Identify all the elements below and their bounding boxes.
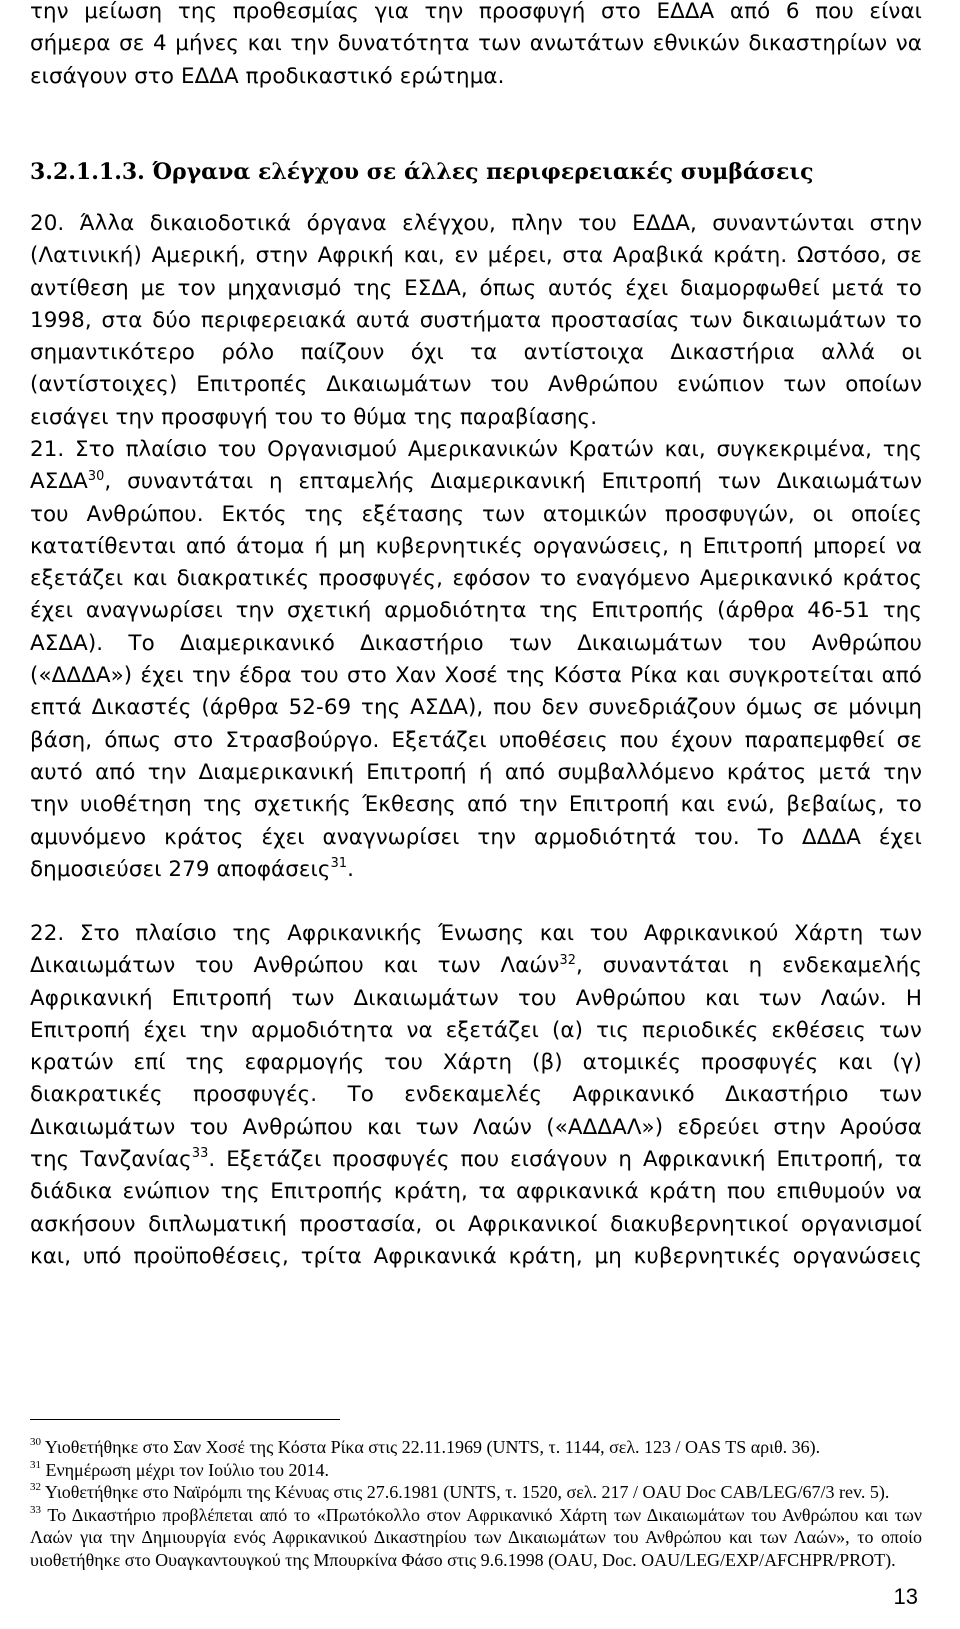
- text-line: επτά Δικαστές (άρθρα 52-69 της ΑΣΔΑ), που δεν συνεδριάζουν όμως σε μόνιμη: [30, 695, 922, 721]
- text-line: [30, 466, 922, 498]
- footnote-30: [30, 1436, 922, 1459]
- text-line: Δικαιωμάτων του Ανθρώπου και των Λαών («ΑΔΔΑΛ») εδρεύει στην Αρούσα: [30, 1114, 922, 1140]
- footnote-number: 33: [30, 1503, 41, 1516]
- text-fragment: .: [347, 856, 354, 882]
- text-line: ΑΣΔΑ). Το Διαμερικανικό Δικαστήριο των Δικαιωμάτων του Ανθρώπου: [30, 630, 922, 656]
- text-line: βάση, όπως στο Στρασβούργο. Εξετάζει υποθέσεις που έχουν παραπεμφθεί σε: [30, 727, 922, 753]
- text-line: [30, 1144, 922, 1176]
- text-line: (αντίστοιχες) Επιτροπές Δικαιωμάτων του Ανθρώπου ενώπιον των οποίων: [30, 372, 922, 398]
- text-line: αντίθεση με τον μηχανισμό της ΕΣΔΑ, όπως αυτός έχει διαμορφωθεί μετά το: [30, 275, 922, 301]
- text-line: έχει αναγνωρίσει την σχετική αρμοδιότητα της Επιτροπής (άρθρα 46-51 της: [30, 598, 922, 624]
- intro-paragraph: [30, 0, 922, 93]
- text-line: 21. Στο πλαίσιο του Οργανισμού Αμερικανικών Κρατών και, συγκεκριμένα, της: [30, 437, 922, 462]
- text-line: του Ανθρώπου. Εκτός της εξέτασης των ατομικών προσφυγών, οι οποίες: [30, 501, 922, 527]
- page-number: 13: [893, 1584, 918, 1609]
- text-fragment: Δικαιωμάτων του Ανθρώπου και των Λαών: [30, 953, 560, 979]
- text-line: κρατών επί της εφαρμογής του Χάρτη (β) ατομικές προσφυγές και (γ): [30, 1050, 922, 1076]
- footnote-ref-30[interactable]: 30: [87, 468, 105, 484]
- paragraph-22: [30, 918, 922, 1273]
- paragraph-20: [30, 208, 922, 434]
- footnote-31: [30, 1459, 922, 1482]
- footnote-32: [30, 1481, 922, 1504]
- text-line: [30, 950, 922, 982]
- text-fragment: , συναντάται η επταμελής Διαμερικανική Επιτροπή των Δικαιωμάτων: [104, 469, 922, 495]
- text-line: 1998, στα δύο περιφερειακά αυτά συστήματα προστασίας των δικαιωμάτων το: [30, 307, 922, 333]
- footnote-text: Το Δικαστήριο προβλέπεται από το «Πρωτόκολλο στον Αφρικανικό Χάρτη των Δικαιωμάτων του Ανθρώπου και των Λαών για την Δημιουργία ενός Αφρικανικού Δικαστηρίου των Δικαιωμάτων του Ανθρώπου και των Λαών», το οποίο υιοθετήθηκε στο Ουαγκαντουγκού της Μπουρκίνα Φάσο στις 9.6.1998 (OAU, Doc. OAU/LEG/EXP/AFCHPR/PROT).: [30, 1504, 922, 1570]
- text-fragment: . Εξετάζει προσφυγές που εισάγουν η Αφρικανική Επιτροπή, τα: [208, 1147, 922, 1173]
- text-line: εξετάζει και διακρατικές προσφυγές, εφόσον το εναγόμενο Αμερικανικό κράτος: [30, 566, 922, 592]
- text-line: ασκήσουν διπλωματική προστασία, οι Αφρικανικοί διακυβερνητικοί οργανισμοί: [30, 1211, 922, 1237]
- footnote-divider: [30, 1419, 340, 1420]
- footnote-number: 30: [30, 1436, 41, 1449]
- text-line: Αφρικανική Επιτροπή των Δικαιωμάτων του Ανθρώπου και των Λαών. Η: [30, 985, 922, 1011]
- text-line: κατατίθενται από άτομα ή μη κυβερνητικές οργανώσεις, η Επιτροπή μπορεί να: [30, 533, 922, 559]
- text-line: την μείωση της προθεσμίας για την προσφυγή στο ΕΔΔΑ από 6 που είναι: [30, 0, 922, 24]
- text-fragment: δημοσιεύσει 279 αποφάσεις: [30, 856, 331, 882]
- text-line: [30, 854, 922, 886]
- footnote-33: [30, 1504, 922, 1572]
- text-line: (Λατινική) Αμερική, στην Αφρική και, εν μέρει, στα Αραβικά κράτη. Ωστόσο, σε: [30, 243, 922, 269]
- text-line: εισάγουν στο ΕΔΔΑ προδικαστικό ερώτημα.: [30, 63, 505, 89]
- paragraph-21: [30, 434, 922, 886]
- section-heading: 3.2.1.1.3. Όργανα ελέγχου σε άλλες περιφερειακές συμβάσεις: [30, 159, 814, 185]
- text-line: διάδικα ενώπιον της Επιτροπής κράτη, τα αφρικανικά κράτη που επιθυμούν να: [30, 1179, 922, 1205]
- text-line: εισάγει την προσφυγή του το θύμα της παραβίασης.: [30, 404, 598, 430]
- footnote-ref-32[interactable]: 32: [559, 952, 577, 968]
- text-line: 22. Στο πλαίσιο της Αφρικανικής Ένωσης και του Αφρικανικού Χάρτη των: [30, 921, 922, 946]
- footnote-number: 31: [30, 1458, 41, 1471]
- text-line: σημαντικότερο ρόλο παίζουν όχι τα αντίστοιχα Δικαστήρια αλλά οι: [30, 340, 922, 366]
- text-line: («ΔΔΔΑ») έχει την έδρα του στο Χαν Χοσέ της Κόστα Ρίκα και συγκροτείται από: [30, 663, 922, 689]
- footnotes: [30, 1436, 922, 1571]
- footnote-text: Ενημέρωση μέχρι τον Ιούλιο του 2014.: [45, 1459, 329, 1480]
- footnote-ref-31[interactable]: 31: [330, 856, 348, 872]
- text-line: Επιτροπή έχει την αρμοδιότητα να εξετάζει (α) τις περιοδικές εκθέσεις των: [30, 1017, 922, 1043]
- footnote-number: 32: [30, 1481, 41, 1494]
- text-line: την υιοθέτηση της σχετικής Έκθεσης από την Επιτροπή και ενώ, βεβαίως, το: [30, 792, 922, 818]
- text-line: και, υπό προϋποθέσεις, τρίτα Αφρικανικά κράτη, μη κυβερνητικές οργανώσεις: [30, 1243, 922, 1269]
- text-line: διακρατικές προσφυγές. Το ενδεκαμελές Αφρικανικό Δικαστήριο των: [30, 1082, 922, 1108]
- footnote-text: Υιοθετήθηκε στο Ναϊρόμπι της Κένυας στις 27.6.1981 (UNTS, τ. 1520, σελ. 217 / OAU Doc CAB/LEG/67/3 rev. 5).: [44, 1482, 890, 1502]
- text-line: αμυνόμενο κράτος έχει αναγνωρίσει την αρμοδιότητά του. Το ΔΔΔΑ έχει: [30, 824, 922, 850]
- text-fragment: ΑΣΔΑ: [30, 469, 88, 495]
- text-line: 20. Άλλα δικαιοδοτικά όργανα ελέγχου, πλην του ΕΔΔΑ, συναντώνται στην: [30, 211, 922, 236]
- text-fragment: , συναντάται η ενδεκαμελής: [576, 953, 922, 979]
- footnote-text: Υιοθετήθηκε στο Σαν Χοσέ της Κόστα Ρίκα στις 22.11.1969 (UNTS, τ. 1144, σελ. 123 / OAS TS αριθ. 36).: [44, 1437, 821, 1457]
- text-fragment: της Τανζανίας: [30, 1147, 192, 1173]
- text-line: σήμερα σε 4 μήνες και την δυνατότητα των ανωτάτων εθνικών δικαστηρίων να: [30, 31, 922, 57]
- footnote-ref-33[interactable]: 33: [191, 1146, 209, 1162]
- text-line: αυτό από την Διαμερικανική Επιτροπή ή από συμβαλλόμενο κράτος μετά την: [30, 759, 922, 785]
